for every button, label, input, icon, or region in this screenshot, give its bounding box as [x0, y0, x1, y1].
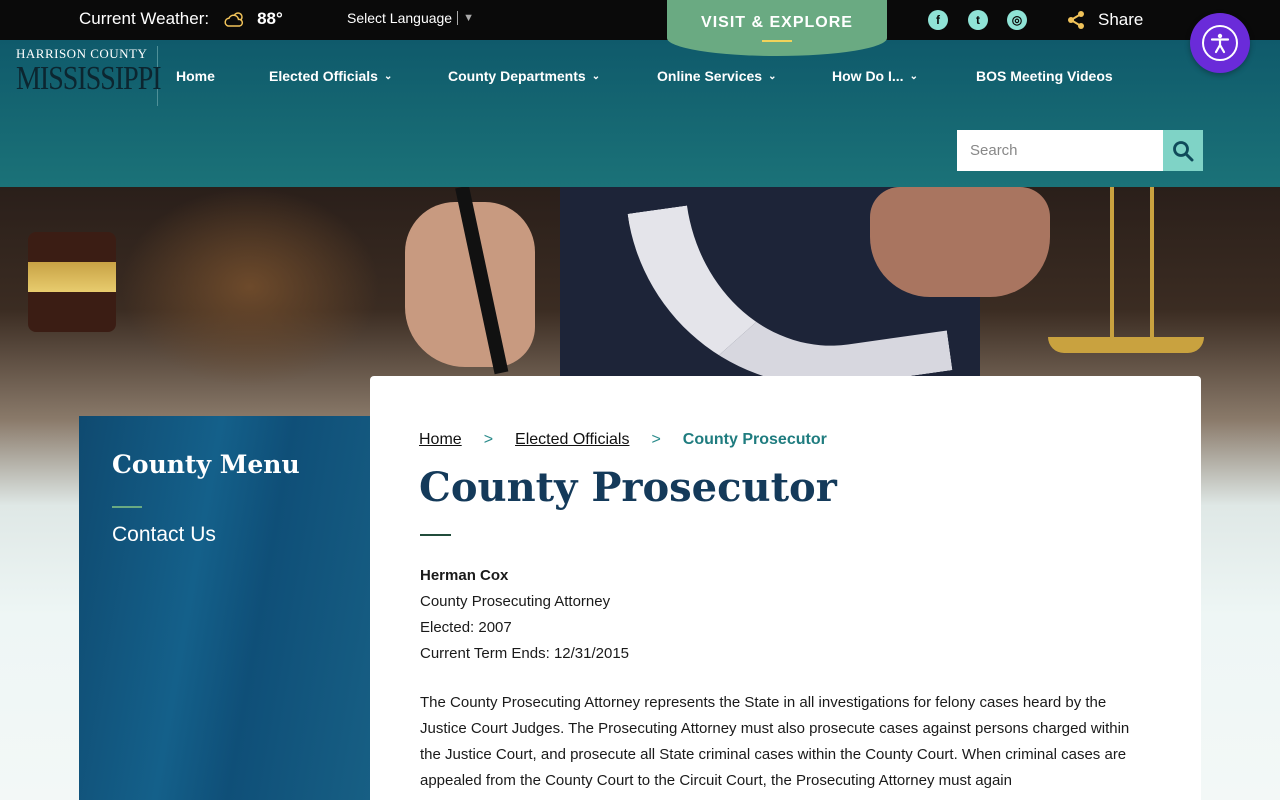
sidebar-item-contact-us[interactable]: Contact Us: [112, 523, 216, 546]
nav-label: Elected Officials: [269, 68, 378, 84]
breadcrumb: [419, 431, 827, 449]
elected-year: Elected: 2007: [420, 619, 512, 636]
page-title: County Prosecutor: [419, 464, 837, 511]
scales-of-justice-image: [1048, 337, 1204, 353]
nav-online-services[interactable]: [657, 68, 776, 84]
breadcrumb-separator: >: [651, 431, 661, 448]
chevron-down-icon: ⌄: [591, 70, 601, 82]
nav-label: BOS Meeting Videos: [976, 68, 1113, 84]
instagram-icon[interactable]: ◎: [1007, 10, 1027, 30]
county-menu-sidebar: [79, 416, 370, 800]
nav-label: Online Services: [657, 68, 763, 84]
visit-underline: [762, 40, 792, 42]
accessibility-button[interactable]: [1190, 13, 1250, 73]
logo-state-name: MISSISSIPPI: [16, 60, 161, 98]
share-icon: [1066, 10, 1086, 30]
chevron-down-icon: ⌄: [768, 70, 777, 82]
temperature: 88°: [257, 9, 283, 28]
title-divider: [420, 534, 451, 536]
scale-chain: [1110, 187, 1114, 342]
main-content: [370, 376, 1201, 800]
divider: [457, 11, 458, 25]
share-button[interactable]: [1066, 10, 1143, 30]
county-logo[interactable]: [16, 46, 161, 106]
weather-label: Current Weather:: [79, 9, 210, 28]
description-paragraph: The County Prosecuting Attorney represents the State in all investigations for felony cases heard by the Justice Court Judges. The Prosecuting Attorney must also prosecute cases against persons charged within the Justice Court, and prosecute all State criminal cases within the County Court. When criminal cases are appealed from the County Court to the Circuit Court, the Prosecuting Attorney must again: [420, 694, 1130, 789]
search-input[interactable]: [957, 130, 1163, 171]
twitter-icon[interactable]: t: [968, 10, 988, 30]
official-name: Herman Cox: [420, 567, 509, 584]
sidebar-title: County Menu: [112, 450, 300, 479]
nav-home[interactable]: [176, 68, 215, 84]
search-button[interactable]: [1163, 130, 1203, 171]
language-select[interactable]: [347, 10, 474, 26]
site-header: [0, 40, 1280, 187]
nav-bos-meeting-videos[interactable]: [976, 68, 1113, 84]
nav-how-do-i[interactable]: [832, 68, 918, 84]
partly-cloudy-icon: [223, 11, 247, 27]
chevron-down-icon: ⌄: [909, 70, 918, 82]
nav-elected-officials[interactable]: [269, 68, 392, 84]
term-end: Current Term Ends: 12/31/2015: [420, 645, 630, 662]
dropdown-triangle-icon: ▼: [463, 12, 474, 24]
breadcrumb-separator: >: [483, 431, 494, 448]
language-label: Select Language: [347, 10, 453, 26]
search-icon: [1172, 140, 1194, 162]
visit-explore-tab[interactable]: [667, 0, 887, 56]
breadcrumb-home[interactable]: Home: [419, 431, 462, 448]
nav-county-departments[interactable]: [448, 68, 600, 84]
weather-widget[interactable]: [79, 9, 283, 29]
accessibility-icon: [1202, 25, 1238, 61]
sidebar-divider: [112, 506, 142, 508]
official-role: County Prosecuting Attorney: [420, 593, 611, 610]
visit-explore-label: VISIT & EXPLORE: [701, 14, 853, 31]
nav-label: County Departments: [448, 68, 586, 84]
top-bar: [0, 0, 1280, 40]
share-label: Share: [1098, 10, 1144, 29]
nav-label: How Do I...: [832, 68, 904, 84]
nav-label: Home: [176, 68, 215, 84]
chevron-down-icon: ⌄: [383, 70, 393, 82]
logo-county-name: HARRISON COUNTY: [16, 46, 148, 61]
hero-background-blur: [120, 187, 380, 387]
official-info: [420, 563, 629, 667]
facebook-icon[interactable]: f: [928, 10, 948, 30]
scale-chain: [1150, 187, 1154, 342]
hand-image-right: [870, 187, 1050, 297]
breadcrumb-elected-officials[interactable]: Elected Officials: [515, 431, 630, 448]
breadcrumb-current: County Prosecutor: [682, 431, 827, 448]
gavel-image: [28, 232, 116, 332]
